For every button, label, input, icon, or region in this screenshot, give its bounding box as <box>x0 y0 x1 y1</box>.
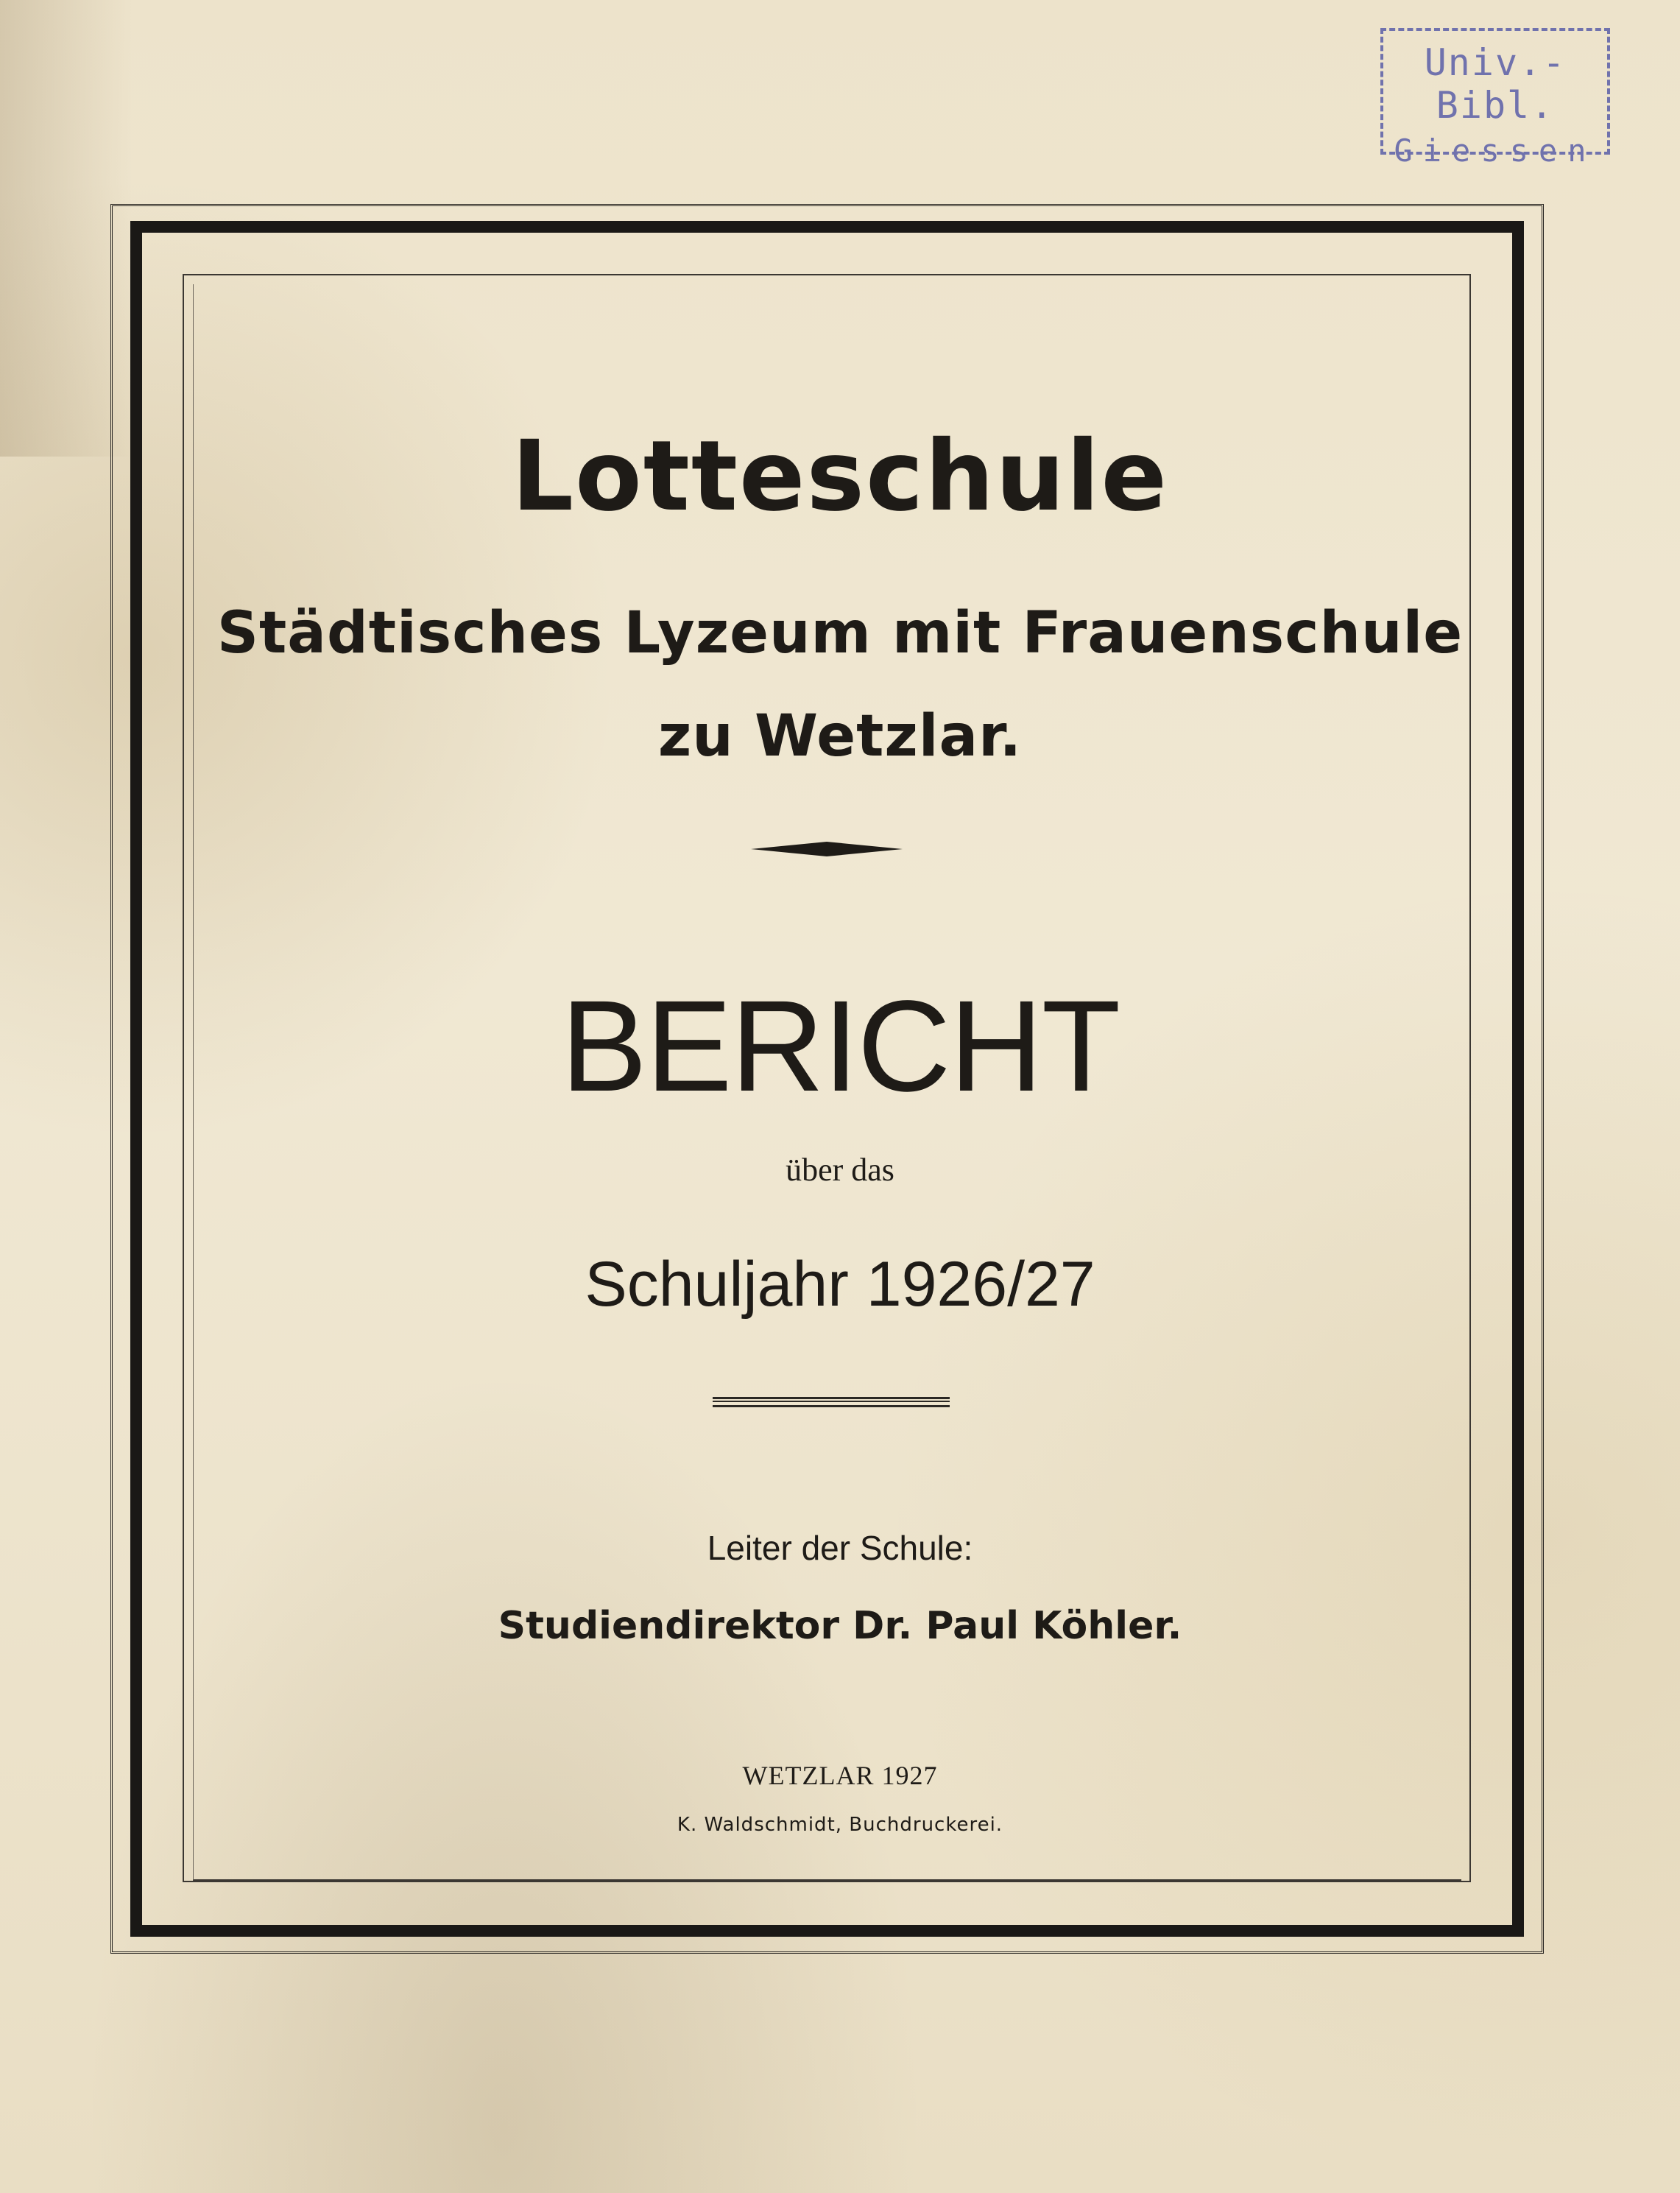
diamond-ornament <box>751 839 903 859</box>
library-stamp <box>1380 28 1610 169</box>
double-rule-divider <box>713 1397 950 1407</box>
leader-label: Leiter der Schule: <box>707 1529 973 1567</box>
imprint-printer: K. Waldschmidt, Buchdruckerei. <box>677 1814 1003 1836</box>
school-title: Lotteschule <box>511 420 1169 533</box>
report-about: über das <box>786 1152 894 1188</box>
school-subtitle: Städtisches Lyzeum mit Frauenschule <box>216 600 1464 666</box>
imprint-place-year: WETZLAR 1927 <box>742 1761 938 1790</box>
report-heading: BERICHT <box>560 974 1120 1119</box>
school-city: zu Wetzlar. <box>657 703 1023 770</box>
leader-name: Studiendirektor Dr. Paul Köhler. <box>498 1604 1182 1648</box>
stamp-line-2: Giessen <box>1394 133 1597 169</box>
school-year: Schuljahr 1926/27 <box>585 1249 1095 1320</box>
stamp-line-1: Univ.-Bibl. <box>1424 41 1567 127</box>
